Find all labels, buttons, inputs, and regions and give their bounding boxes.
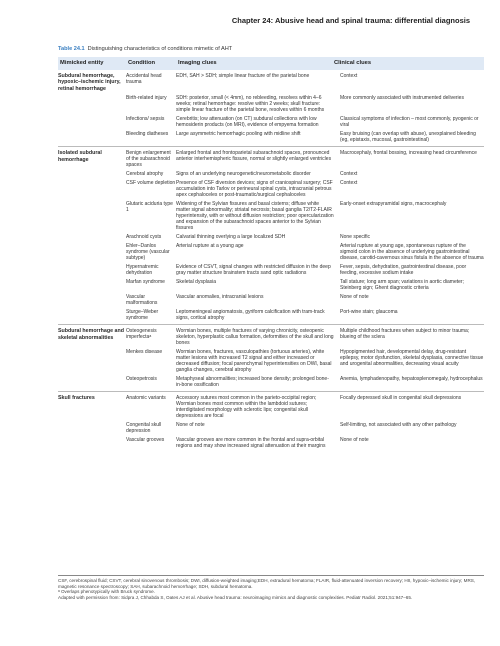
table-group	[58, 70, 484, 146]
imaging-clues-cell: Vascular grooves are more common in the frontal and supra-orbital regions and may show increased signal attenuation at their margins	[176, 437, 326, 450]
imaging-clues-cell: Presence of CSF diversion devices; signs of craniospinal surgery; CSF accumulation into Tarlov or perineural spinal cysts, intracranial petrous apex cephaloceles or post-traumatic/surgical cephaloceles	[176, 180, 333, 199]
clinical-clues-cell: Port-wine stain; glaucoma	[340, 309, 398, 316]
table-row	[58, 375, 484, 390]
table-row	[58, 263, 484, 278]
mimicked-entity-cell	[58, 437, 126, 449]
table-footnotes	[58, 575, 484, 600]
table-row	[58, 115, 484, 130]
mimicked-entity-cell: Skull fractures	[58, 395, 95, 402]
condition-cell: Hypernatremic dehydration	[126, 264, 159, 277]
condition-cell: CSF volume depletion	[126, 180, 176, 187]
condition-cell: Arachnoid cysts	[126, 234, 162, 241]
clinical-clues-cell: Anemia, lymphadenopathy, hepatosplenomegaly, hydrocephalus	[340, 376, 483, 383]
table-group	[58, 146, 484, 324]
imaging-clues-cell: Accessory sutures most common in the parieto-occipital region; Wormian bones most common within the lambdoid sutures; interdigitated morphology with sclerotic lips; congenital skull depressions are focal	[176, 395, 317, 420]
mimicked-entity-cell	[58, 294, 126, 306]
table-row	[58, 149, 484, 170]
clinical-clues-cell: Context	[340, 73, 358, 79]
imaging-clues-cell: Calvarial thinning overlying a large localized SDH	[176, 234, 286, 241]
column-header-condition: Condition	[128, 60, 156, 66]
table-row	[58, 421, 484, 436]
clinical-clues-cell: Context	[340, 171, 358, 178]
table-row	[58, 170, 484, 179]
table-row	[58, 242, 484, 263]
imaging-clues-cell: SDH: posterior, small (< 4mm), no rebleeding, resolves within 4–6 weeks; retinal hemorrhage: resolve within 2 weeks; skull fracture: simple linear fracture of the parietal bone, resolves within 6 months	[176, 95, 325, 114]
mimicked-entity-cell	[58, 376, 126, 388]
footnote-a: ᵃ Overlaps phenotypically with Bruck syndrome.	[58, 589, 155, 595]
imaging-clues-cell: EDH, SAH > SDH; simple linear fracture of the parietal bone	[176, 73, 310, 79]
condition-cell: Accidental head trauma	[126, 73, 162, 85]
table-group	[58, 324, 484, 391]
clinical-clues-cell: Easy bruising (can overlap with abuse), unexplained bleeding (eg, epistaxis, mucosal, gastrointestinal)	[340, 131, 476, 144]
mimicked-entity-cell	[58, 309, 126, 321]
table-header-row	[58, 57, 484, 70]
clinical-clues-cell: Self-limiting, not associated with any other pathology	[340, 422, 457, 429]
chapter-title: Chapter 24: Abusive head and spinal trauma: differential diagnosis	[231, 16, 470, 25]
table-row	[58, 233, 484, 242]
source-footnote: Adapted with permission from: Sidpra J, Chhabda S, Oates AJ et al. Abusive head trauma: neuroimaging mimics and diagnostic complexities. Pediatr Radiol. 2021;51:947–65.	[58, 594, 413, 600]
condition-cell: Anatomic variants	[126, 395, 166, 402]
table-group	[58, 391, 484, 452]
condition-cell: Osteogenesis imperfectaᵃ	[126, 328, 157, 341]
clinical-clues-cell: Fever, sepsis, dehydration, gastrointestinal disease, poor feeding, excessive sodium intake	[340, 264, 467, 277]
imaging-clues-cell: Cerebritis; low attenuation (on CT) subdural collections with low hemosiderin products (on MRI), evidence of empyema formation	[176, 116, 319, 129]
clinical-clues-cell: Arterial rupture at young age, spontaneous rupture of the sigmoid colon in the absence of underlying gastrointestinal disease, carotid-cavernous sinus fistula in the absence of trauma	[340, 243, 484, 262]
condition-cell: Congenital skull depression	[126, 422, 162, 435]
mimicked-entity-cell	[58, 349, 126, 373]
condition-cell: Ehler–Danlos syndrome (vascular subtype)	[126, 243, 170, 262]
clinical-clues-cell: Macrocephaly, frontal bossing, increasing head circumference	[340, 150, 477, 157]
imaging-clues-cell: Metaphyseal abnormalities; increased bone density; prolonged bone-in-bone ossification	[176, 376, 329, 389]
clinical-clues-cell: None specific	[340, 234, 371, 241]
table-row	[58, 200, 484, 233]
table-caption	[58, 46, 232, 52]
clinical-clues-cell: Early-onset extrapyramidal signs, macrocephaly	[340, 201, 447, 208]
imaging-clues-cell: Arterial rupture at a young age	[176, 243, 244, 250]
table-row	[58, 394, 484, 421]
condition-cell: Glutaric aciduria type 1	[126, 201, 173, 214]
condition-cell: Benign enlargement of the subarachnoid spaces	[126, 150, 171, 169]
mimicked-entity-cell	[58, 116, 126, 128]
imaging-clues-cell: Enlarged frontal and frontoparietal subarachnoid spaces, pronounced anterior interhemispheric fissure, normal or slightly enlarged ventricles	[176, 150, 332, 163]
imaging-clues-cell: None of note	[176, 422, 205, 429]
table-body	[58, 70, 484, 452]
clinical-clues-cell: More commonly associated with instrumented deliveries	[340, 95, 464, 102]
clinical-clues-cell: Tall stature; long arm span; variations in aortic diameter; Steinberg sign; Ghent diagnostic criteria	[340, 279, 464, 292]
imaging-clues-cell: Leptomeningeal angiomatosis, gyriform calcification with tram-track signs, cortical atrophy	[176, 309, 325, 322]
clinical-clues-cell: Classical symptoms of infection – most commonly, pyogenic or viral	[340, 116, 479, 129]
mimicked-entity-cell	[58, 180, 126, 198]
clinical-clues-cell: Context	[340, 180, 358, 187]
abbreviations-footnote: CSF, cerebrospinal fluid; CSVT, cerebral sinovenous thrombosis; DWI, diffusion-weighted imaging;EDH, extradural hematoma; FLAIR, fluid-attenuated inversion recovery; HII, hypoxic–ischemic injury; MRS, magnetic resonance spectroscopy; SAH, subarachnoid hemorrhage; SDH, subdural hematoma.	[58, 578, 476, 589]
clinical-clues-cell: Multiple childhood fractures when subject to minor trauma; blueing of the sclera	[340, 328, 470, 341]
table-caption-text: Distinguishing characteristics of conditions mimetic of AHT	[87, 46, 233, 52]
condition-cell: Birth-related injury	[126, 95, 167, 102]
imaging-clues-cell: Widening of the Sylvian fissures and basal cisterns; diffuse white matter signal abnormality; striatal necrosis; basal ganglia T2/T2-FLAIR hyperintensity, with or without diffusion restriction; poor opercularization and expansion of the subarachnoid spaces anterior to the Sylvian fissures	[176, 201, 334, 232]
table-row	[58, 308, 484, 323]
mimicked-entity-cell	[58, 243, 126, 261]
clinical-clues-cell: None of note	[340, 294, 369, 301]
mimicked-entity-cell	[58, 264, 126, 276]
column-header-mimicked-entity: Mimicked entity	[60, 60, 104, 66]
column-header-imaging-clues: Imaging clues	[178, 60, 217, 66]
table-row	[58, 348, 484, 375]
mimicked-entity-cell: Subdural hemorrhage, hypoxic–ischemic injury, retinal hemorrhage	[58, 73, 121, 92]
imaging-clues-cell: Skeletal dysplasia	[176, 279, 217, 286]
table-row	[58, 94, 484, 115]
condition-cell: Vascular grooves	[126, 437, 165, 444]
condition-cell: Cerebral atrophy	[126, 171, 164, 178]
mimicked-entity-cell: Subdural hemorrhage and skeletal abnormalities	[58, 328, 124, 341]
imaging-clues-cell: Evidence of CSVT, signal changes with restricted diffusion in the deep gray matter structure brainstem tracts sand optic radiations	[176, 264, 331, 277]
clinical-clues-cell: None of note	[340, 437, 369, 444]
mimicked-entity-cell	[58, 171, 126, 177]
column-header-clinical-clues: Clinical clues	[334, 60, 372, 66]
imaging-clues-cell: Wormian bones, fractures, vasculopathies (tortuous arteries), white matter lesions with increased T2 signal and either increased or decreased diffusion; focal parenchymal hyperintensities on DWI, basal ganglia changes, cerebral atrophy	[176, 349, 332, 374]
condition-cell: Menkes disease	[126, 349, 163, 356]
imaging-clues-cell: Vascular anomalies, intracranial lesions	[176, 294, 264, 301]
table-number: Table 24.1	[58, 46, 85, 52]
condition-cell: Marfan syndrome	[126, 279, 165, 286]
condition-cell: Vascular malformations	[126, 294, 158, 307]
clinical-clues-cell: Hypopigmented hair, developmental delay, drug-resistant epilepsy, motor dysfunction, skeletal dysplasia, connective tissue and urogenital abnormalities, decreasing visual acuity	[340, 349, 484, 368]
mimicked-entity-cell	[58, 279, 126, 291]
table-row	[58, 293, 484, 308]
imaging-clues-cell: Signs of an underlying neurogenetic/neurometabolic disorder	[176, 171, 311, 178]
mimicked-entity-cell	[58, 201, 126, 231]
table-row	[58, 179, 484, 200]
condition-cell: Osteopetrosis	[126, 376, 157, 383]
imaging-clues-cell: Large asymmetric hemorrhagic pooling with midline shift	[176, 131, 301, 138]
condition-cell: Infections/ sepsis	[126, 116, 165, 123]
table-row	[58, 130, 484, 145]
mimicked-entity-cell: Isolated subdural hemorrhage	[58, 150, 102, 163]
clinical-clues-cell: Focally depressed skull in congenital skull depressions	[340, 395, 462, 402]
table-row	[58, 327, 484, 348]
imaging-clues-cell: Wormian bones, multiple fractures of varying chronicity, osteopenic skeleton, hyperplastic callus formation, deformities of the skull and long bones	[176, 328, 334, 347]
mimicked-entity-cell	[58, 95, 126, 113]
condition-cell: Bleeding diatheses	[126, 131, 169, 138]
table-row	[58, 436, 484, 451]
table-row	[58, 278, 484, 293]
table-row	[58, 72, 484, 94]
mimicked-entity-cell	[58, 131, 126, 143]
mimicked-entity-cell	[58, 234, 126, 240]
mimicked-entity-cell	[58, 422, 126, 434]
condition-cell: Sturge–Weber syndrome	[126, 309, 159, 322]
